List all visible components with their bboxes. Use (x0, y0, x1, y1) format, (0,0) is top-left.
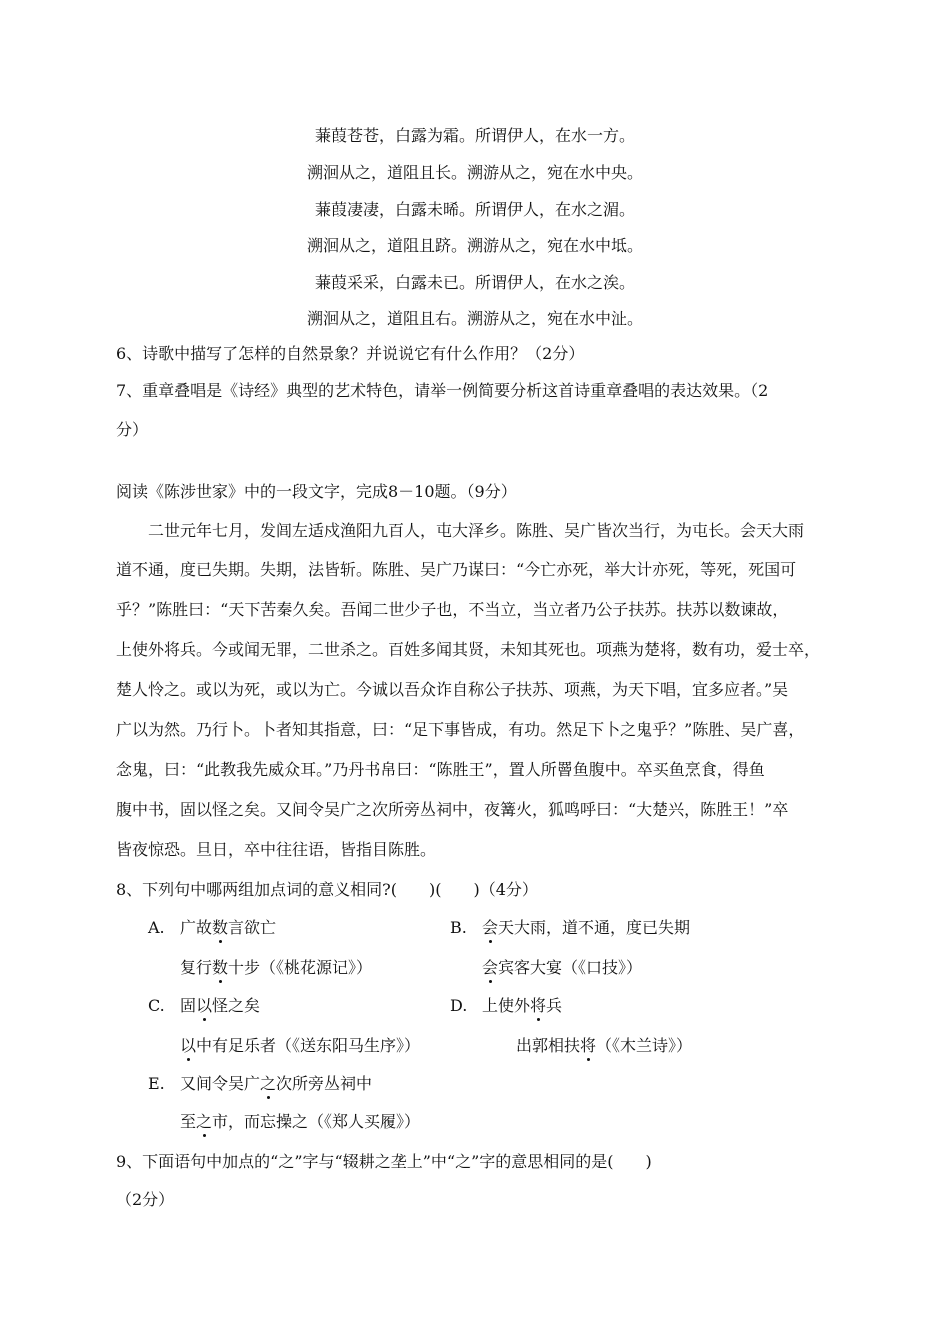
question-9-line1: 9、下面语句中加点的“之”字与“辍耕之垄上”中“之”字的意思相同的是( ) (116, 1152, 652, 1171)
option-e-sentence-1 (180, 1074, 372, 1094)
question-7-line2: 分） (116, 420, 149, 439)
text: 十步（《桃花源记》） (228, 958, 373, 977)
text: 固 (180, 996, 197, 1015)
option-a-label: A. (148, 918, 165, 937)
text: 复行 (180, 958, 213, 977)
option-c-sentence-1 (180, 996, 260, 1016)
option-e-label: E. (148, 1074, 165, 1093)
poem-line: 溯洄从之，道阻且跻。溯游从之，宛在水中坻。 (306, 236, 643, 255)
dotted-word: 将 (530, 996, 547, 1015)
option-a-sentence-2 (180, 958, 372, 978)
poem-line: 蒹葭苍苍，白露为霜。所谓伊人，在水一方。 (314, 126, 635, 145)
passage-line: 广以为然。乃行卜。卜者知其指意，曰：“足下事皆成，有功。然足下卜之鬼乎？”陈胜、吴广喜， (116, 720, 805, 739)
text: 出郭相扶 (516, 1036, 581, 1055)
dotted-word: 数 (212, 958, 229, 977)
text: 言欲亡 (228, 918, 277, 937)
dotted-word: 会 (482, 958, 499, 977)
option-b-sentence-1 (482, 918, 690, 938)
passage-line: 皆夜惊恐。旦日，卒中往往语，皆指目陈胜。 (116, 840, 437, 859)
passage-line: 乎？”陈胜曰：“天下苦秦久矣。吾闻二世少子也，不当立，当立者乃公子扶苏。扶苏以数谏故， (116, 600, 789, 619)
option-e-sentence-2 (180, 1112, 420, 1132)
poem-line: 蒹葭采采，白露未已。所谓伊人，在水之涘。 (314, 273, 635, 292)
poem-line: 溯洄从之，道阻且右。溯游从之，宛在水中沚。 (306, 309, 643, 328)
option-b-sentence-2 (482, 958, 642, 978)
option-d-sentence-1 (482, 996, 562, 1016)
option-c-label: C. (148, 996, 165, 1015)
question-6: 6、诗歌中描写了怎样的自然景象？并说说它有什么作用？（2分） (116, 344, 585, 363)
text: （《木兰诗》） (596, 1036, 693, 1055)
passage-line: 道不通，度已失期。失期，法皆斩。陈胜、吴广乃谋曰：“今亡亦死，举大计亦死，等死，死国可 (116, 560, 797, 579)
text: 怪之矣 (212, 996, 261, 1015)
question-9-line2: （2分） (116, 1190, 175, 1209)
dotted-word: 将 (580, 1036, 597, 1055)
passage-line: 念鬼，曰：“此教我先威众耳。”乃丹书帛曰：“陈胜王”，置人所罾鱼腹中。卒买鱼烹食，得鱼 (116, 760, 765, 779)
question-7-line1: 7、重章叠唱是《诗经》典型的艺术特色，请举一例简要分析这首诗重章叠唱的表达效果。（2 (116, 381, 769, 400)
option-c-sentence-2 (180, 1036, 420, 1056)
question-8: 8、下列句中哪两组加点词的意义相同?( )( )（4分） (116, 880, 538, 899)
text: 市，而忘操之（《郑人买履》） (212, 1112, 421, 1131)
dotted-word: 以 (180, 1036, 197, 1055)
option-d-sentence-2 (516, 1036, 692, 1056)
passage-line: 楚人怜之。或以为死，或以为亡。今诚以吾众诈自称公子扶苏、项燕，为天下唱，宜多应者。”吴 (116, 680, 789, 699)
reading-intro: 阅读《陈涉世家》中的一段文字，完成8－10题。（9分） (116, 482, 517, 501)
passage-line: 腹中书，固以怪之矣。又间令吴广之次所旁丛祠中，夜篝火，狐鸣呼曰：“大楚兴，陈胜王！”卒 (116, 800, 789, 819)
option-b-label: B. (450, 918, 467, 937)
dotted-word: 之 (260, 1074, 277, 1093)
dotted-word: 数 (212, 918, 229, 937)
passage-line: 上使外将兵。今或闻无罪，二世杀之。百姓多闻其贤，未知其死也。项燕为楚将，数有功，爱士卒， (116, 640, 821, 659)
text: 宾客大宴（《口技》） (498, 958, 643, 977)
option-d-label: D. (450, 996, 468, 1015)
poem-line: 蒹葭凄凄，白露未晞。所谓伊人，在水之湄。 (314, 200, 635, 219)
text: 兵 (546, 996, 563, 1015)
passage-line: 二世元年七月，发闾左适戍渔阳九百人，屯大泽乡。陈胜、吴广皆次当行，为屯长。会天大雨 (148, 521, 805, 540)
text: 天大雨，道不通，度已失期 (498, 918, 691, 937)
option-a-sentence-1 (180, 918, 276, 938)
text: 上使外 (482, 996, 531, 1015)
text: 又间令吴广 (180, 1074, 261, 1093)
dotted-word: 之 (196, 1112, 213, 1131)
text: 次所旁丛祠中 (276, 1074, 373, 1093)
dotted-word: 会 (482, 918, 499, 937)
text: 广故 (180, 918, 213, 937)
text: 中有足乐者（《送东阳马生序》） (196, 1036, 421, 1055)
poem-line: 溯洄从之，道阻且长。溯游从之，宛在水中央。 (306, 163, 643, 182)
text: 至 (180, 1112, 197, 1131)
dotted-word: 以 (196, 996, 213, 1015)
